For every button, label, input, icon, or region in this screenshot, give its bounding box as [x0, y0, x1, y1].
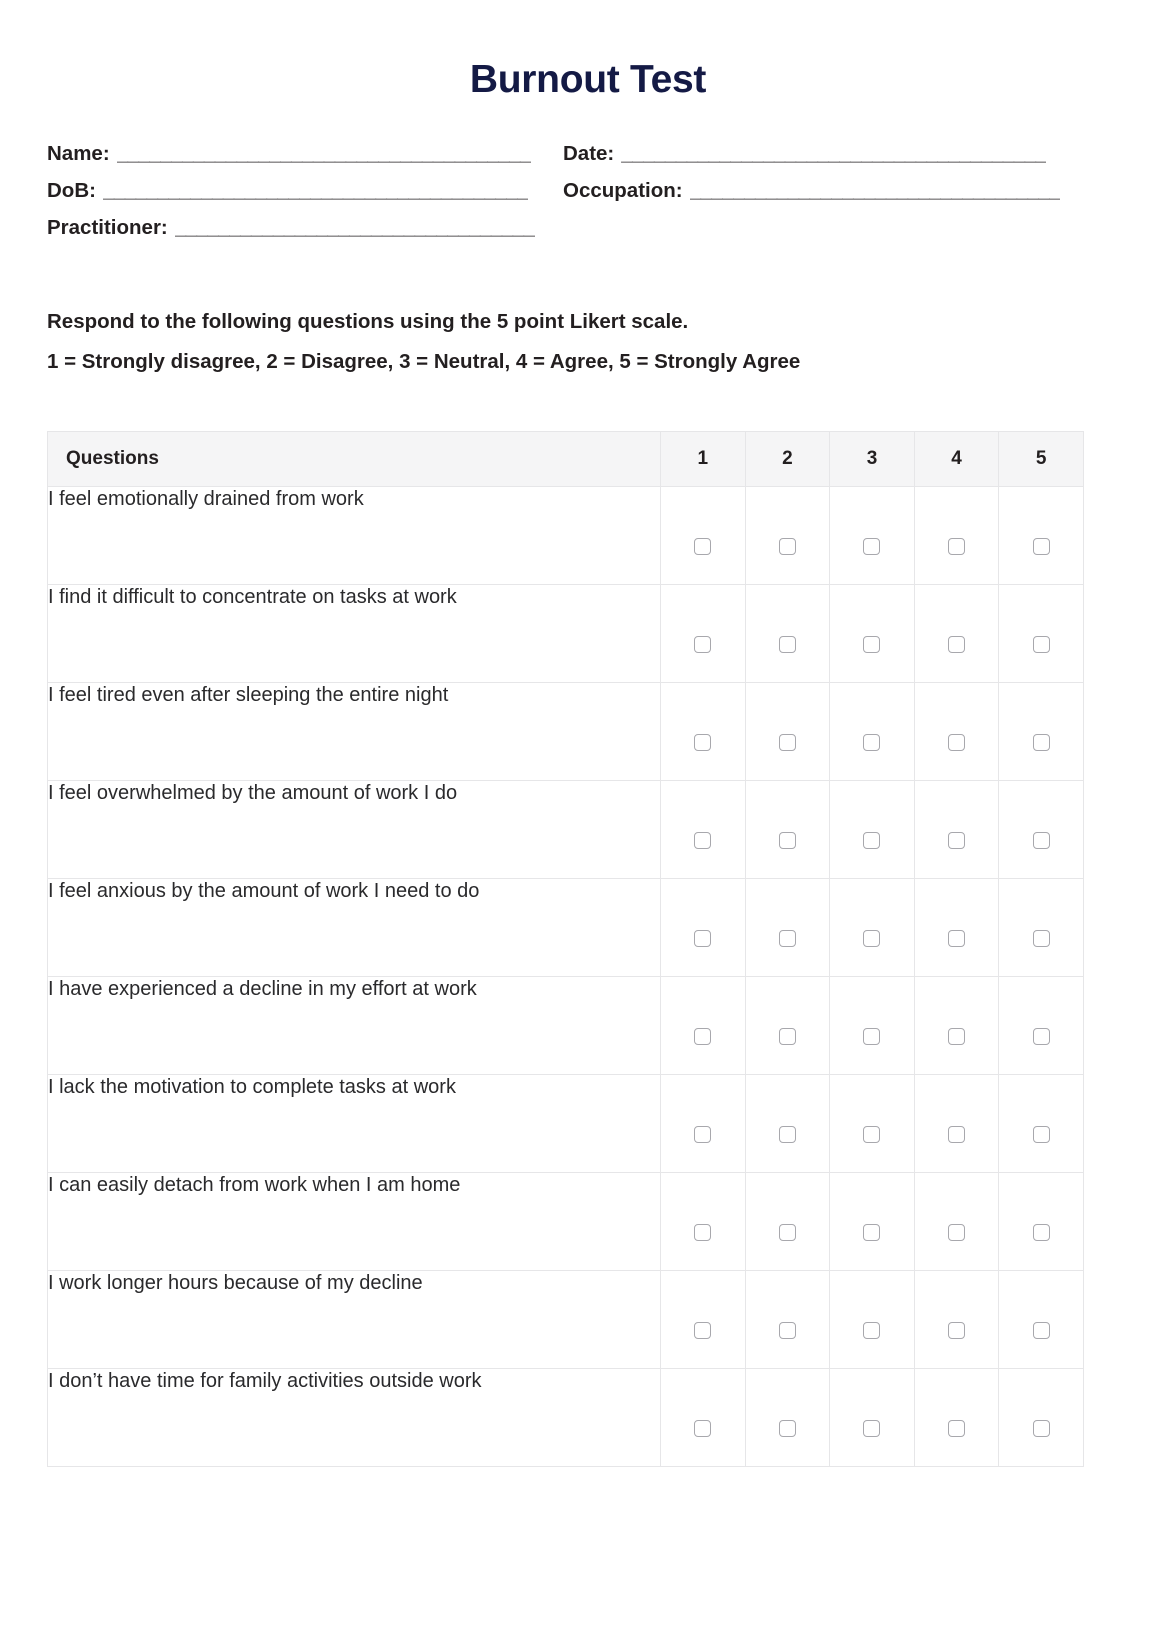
likert-table-wrap — [47, 431, 1129, 1467]
checkbox-icon[interactable] — [863, 538, 880, 555]
checkbox-icon[interactable] — [948, 538, 965, 555]
instructions-block — [47, 310, 1129, 374]
checkbox-icon[interactable] — [1033, 734, 1050, 751]
table-row — [48, 1075, 1084, 1173]
checkbox-icon[interactable] — [694, 1420, 711, 1437]
response-cell-5[interactable] — [999, 1369, 1084, 1467]
checkbox-icon[interactable] — [863, 636, 880, 653]
checkbox-icon[interactable] — [1033, 538, 1050, 555]
response-cell-4[interactable] — [914, 683, 999, 781]
question-text: I lack the motivation to complete tasks at work — [48, 1075, 661, 1173]
checkbox-icon[interactable] — [1033, 1126, 1050, 1143]
date-field[interactable] — [563, 142, 1129, 166]
checkbox-icon[interactable] — [694, 1224, 711, 1241]
column-header-1: 1 — [661, 432, 746, 487]
checkbox-icon[interactable] — [694, 636, 711, 653]
response-cell-1[interactable] — [661, 1173, 746, 1271]
response-cell-1[interactable] — [661, 683, 746, 781]
question-text: I have experienced a decline in my effort at work — [48, 977, 661, 1075]
name-label: Name: — [47, 142, 110, 165]
response-cell-4[interactable] — [914, 487, 999, 585]
response-cell-5[interactable] — [999, 1075, 1084, 1173]
name-input-rule[interactable]: ______________________________________ — [116, 142, 531, 165]
checkbox-icon[interactable] — [948, 734, 965, 751]
response-cell-4[interactable] — [914, 1173, 999, 1271]
checkbox-icon[interactable] — [863, 1322, 880, 1339]
response-cell-3[interactable] — [830, 683, 915, 781]
response-cell-2[interactable] — [745, 1271, 830, 1369]
response-cell-4[interactable] — [914, 585, 999, 683]
response-cell-3[interactable] — [830, 781, 915, 879]
response-cell-4[interactable] — [914, 1369, 999, 1467]
checkbox-icon[interactable] — [694, 1028, 711, 1045]
response-cell-1[interactable] — [661, 1075, 746, 1173]
checkbox-icon[interactable] — [948, 1028, 965, 1045]
checkbox-icon[interactable] — [779, 636, 796, 653]
question-text: I find it difficult to concentrate on tasks at work — [48, 585, 661, 683]
response-cell-3[interactable] — [830, 879, 915, 977]
column-header-2: 2 — [745, 432, 830, 487]
practitioner-field[interactable] — [47, 216, 563, 240]
response-cell-5[interactable] — [999, 977, 1084, 1075]
checkbox-icon[interactable] — [779, 1028, 796, 1045]
response-cell-5[interactable] — [999, 683, 1084, 781]
instructions-line-1: Respond to the following questions using the 5 point Likert scale. — [47, 310, 689, 333]
response-cell-2[interactable] — [745, 1173, 830, 1271]
response-cell-2[interactable] — [745, 683, 830, 781]
checkbox-icon[interactable] — [1033, 930, 1050, 947]
dob-label: DoB: — [47, 179, 96, 202]
likert-table — [47, 431, 1084, 1467]
response-cell-1[interactable] — [661, 977, 746, 1075]
response-cell-3[interactable] — [830, 1075, 915, 1173]
checkbox-icon[interactable] — [863, 1224, 880, 1241]
question-text: I feel tired even after sleeping the entire night — [48, 683, 661, 781]
practitioner-label: Practitioner: — [47, 216, 168, 239]
checkbox-icon[interactable] — [1033, 1028, 1050, 1045]
likert-table-body — [48, 487, 1084, 1467]
question-text: I don’t have time for family activities outside work — [48, 1369, 661, 1467]
checkbox-icon[interactable] — [948, 1420, 965, 1437]
response-cell-3[interactable] — [830, 1369, 915, 1467]
dob-field[interactable] — [47, 179, 563, 203]
checkbox-icon[interactable] — [948, 832, 965, 849]
response-cell-5[interactable] — [999, 1271, 1084, 1369]
page-title: Burnout Test — [469, 58, 707, 101]
table-row — [48, 683, 1084, 781]
question-text: I feel anxious by the amount of work I need to do — [48, 879, 661, 977]
checkbox-icon[interactable] — [948, 636, 965, 653]
checkbox-icon[interactable] — [779, 1224, 796, 1241]
checkbox-icon[interactable] — [1033, 1224, 1050, 1241]
question-text: I can easily detach from work when I am home — [48, 1173, 661, 1271]
response-cell-4[interactable] — [914, 1271, 999, 1369]
checkbox-icon[interactable] — [694, 832, 711, 849]
table-row — [48, 977, 1084, 1075]
date-input-rule[interactable]: _______________________________________ — [621, 142, 1047, 165]
checkbox-icon[interactable] — [948, 930, 965, 947]
occupation-field[interactable] — [563, 179, 1129, 203]
table-row — [48, 1369, 1084, 1467]
response-cell-2[interactable] — [745, 781, 830, 879]
response-cell-4[interactable] — [914, 977, 999, 1075]
response-cell-3[interactable] — [830, 585, 915, 683]
checkbox-icon[interactable] — [694, 734, 711, 751]
checkbox-icon[interactable] — [779, 1126, 796, 1143]
identification-row-1 — [47, 142, 1129, 166]
checkbox-icon[interactable] — [863, 1126, 880, 1143]
checkbox-icon[interactable] — [863, 930, 880, 947]
name-field[interactable] — [47, 142, 563, 166]
question-text: I feel emotionally drained from work — [48, 487, 661, 585]
checkbox-icon[interactable] — [1033, 832, 1050, 849]
response-cell-2[interactable] — [745, 585, 830, 683]
checkbox-icon[interactable] — [779, 734, 796, 751]
response-cell-2[interactable] — [745, 1075, 830, 1173]
table-row — [48, 585, 1084, 683]
response-cell-5[interactable] — [999, 1173, 1084, 1271]
checkbox-icon[interactable] — [779, 1322, 796, 1339]
checkbox-icon[interactable] — [694, 538, 711, 555]
column-header-3: 3 — [830, 432, 915, 487]
response-cell-4[interactable] — [914, 1075, 999, 1173]
response-cell-1[interactable] — [661, 487, 746, 585]
response-cell-1[interactable] — [661, 781, 746, 879]
table-row — [48, 487, 1084, 585]
likert-table-head — [48, 432, 1084, 487]
response-cell-4[interactable] — [914, 781, 999, 879]
response-cell-1[interactable] — [661, 1271, 746, 1369]
identification-row-2 — [47, 179, 1129, 203]
response-cell-5[interactable] — [999, 879, 1084, 977]
practitioner-input-rule[interactable]: _________________________________ — [174, 216, 535, 239]
checkbox-icon[interactable] — [694, 1126, 711, 1143]
response-cell-2[interactable] — [745, 1369, 830, 1467]
response-cell-2[interactable] — [745, 487, 830, 585]
question-text: I feel overwhelmed by the amount of work I do — [48, 781, 661, 879]
column-header-5: 5 — [999, 432, 1084, 487]
response-cell-1[interactable] — [661, 1369, 746, 1467]
column-header-questions: Questions — [48, 432, 661, 487]
checkbox-icon[interactable] — [1033, 636, 1050, 653]
table-row — [48, 879, 1084, 977]
identification-row-3 — [47, 216, 1129, 240]
checkbox-icon[interactable] — [948, 1224, 965, 1241]
column-header-4: 4 — [914, 432, 999, 487]
checkbox-icon[interactable] — [779, 930, 796, 947]
checkbox-icon[interactable] — [1033, 1420, 1050, 1437]
response-cell-3[interactable] — [830, 1271, 915, 1369]
response-cell-3[interactable] — [830, 487, 915, 585]
checkbox-icon[interactable] — [948, 1126, 965, 1143]
response-cell-3[interactable] — [830, 1173, 915, 1271]
table-row — [48, 1271, 1084, 1369]
checkbox-icon[interactable] — [779, 1420, 796, 1437]
table-row — [48, 1173, 1084, 1271]
question-text: I work longer hours because of my decline — [48, 1271, 661, 1369]
checkbox-icon[interactable] — [779, 832, 796, 849]
response-cell-5[interactable] — [999, 585, 1084, 683]
checkbox-icon[interactable] — [863, 832, 880, 849]
checkbox-icon[interactable] — [694, 1322, 711, 1339]
checkbox-icon[interactable] — [1033, 1322, 1050, 1339]
occupation-label: Occupation: — [563, 179, 683, 202]
checkbox-icon[interactable] — [779, 538, 796, 555]
response-cell-2[interactable] — [745, 977, 830, 1075]
response-cell-5[interactable] — [999, 487, 1084, 585]
checkbox-icon[interactable] — [694, 930, 711, 947]
checkbox-icon[interactable] — [948, 1322, 965, 1339]
response-cell-4[interactable] — [914, 879, 999, 977]
occupation-input-rule[interactable]: __________________________________ — [689, 179, 1061, 202]
date-label: Date: — [563, 142, 615, 165]
identification-block — [47, 142, 1129, 240]
table-header-row — [48, 432, 1084, 487]
response-cell-3[interactable] — [830, 977, 915, 1075]
table-row — [48, 781, 1084, 879]
response-cell-1[interactable] — [661, 879, 746, 977]
instructions-line-2: 1 = Strongly disagree, 2 = Disagree, 3 = Neutral, 4 = Agree, 5 = Strongly Agree — [47, 350, 801, 373]
response-cell-1[interactable] — [661, 585, 746, 683]
checkbox-icon[interactable] — [863, 1028, 880, 1045]
checkbox-icon[interactable] — [863, 1420, 880, 1437]
checkbox-icon[interactable] — [863, 734, 880, 751]
response-cell-2[interactable] — [745, 879, 830, 977]
dob-input-rule[interactable]: _______________________________________ — [102, 179, 529, 202]
response-cell-5[interactable] — [999, 781, 1084, 879]
